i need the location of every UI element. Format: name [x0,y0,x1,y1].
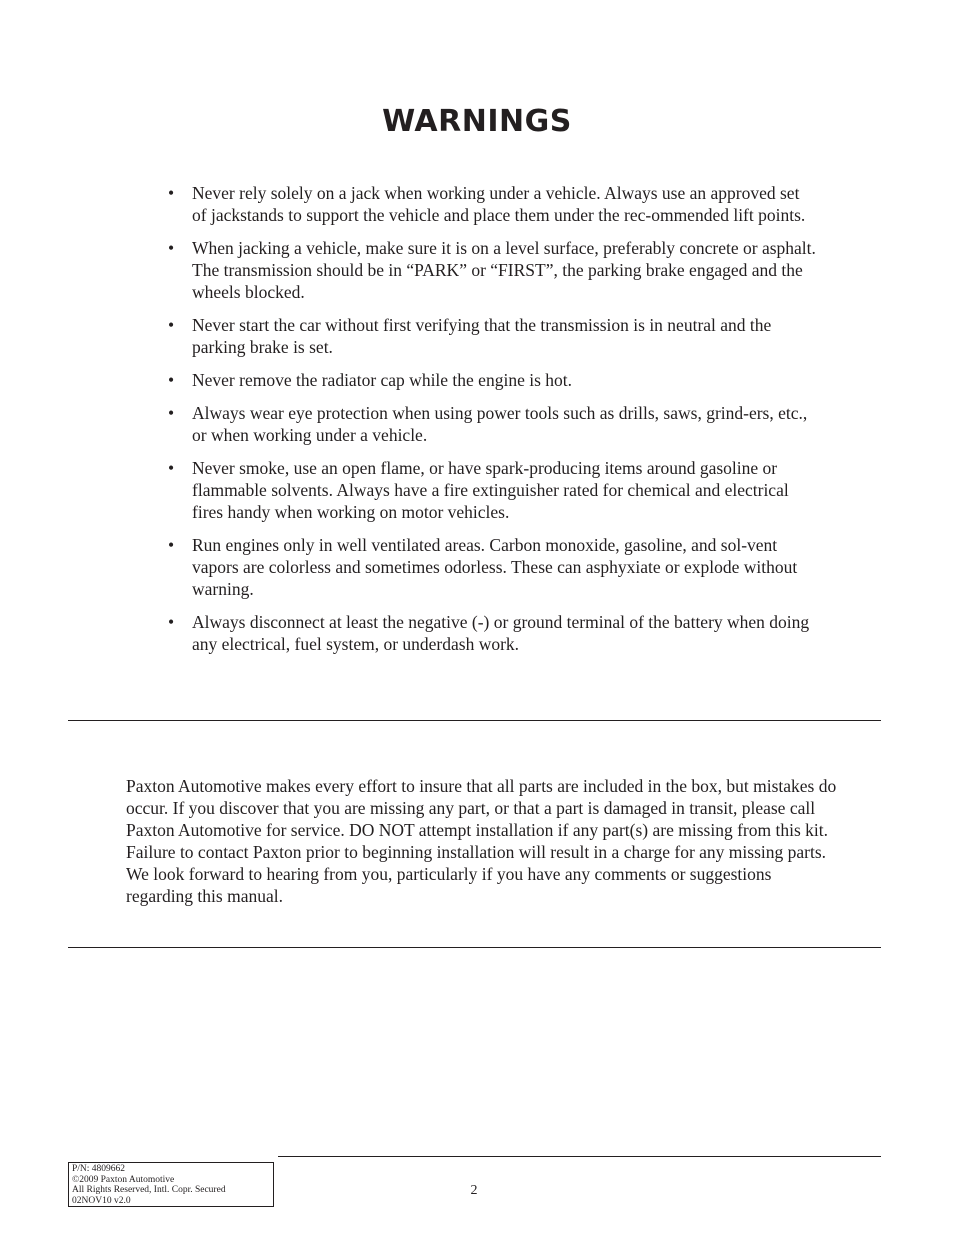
bullet-icon: • [168,370,175,390]
warning-item [168,534,818,600]
divider-bottom [68,947,881,948]
warning-text: Always wear eye protection when using power tools such as drills, saws, grind-ers, etc., or when working under a vehicle. [192,403,808,445]
warning-item [168,314,818,358]
warning-item [168,611,818,655]
page-number: 2 [470,1183,478,1198]
bullet-icon: • [168,612,175,632]
divider-top [68,720,881,721]
warning-text: Never start the car without first verifying that the transmission is in neutral and the parking brake is set. [192,315,772,357]
warning-text: Never remove the radiator cap while the engine is hot. [192,370,572,390]
bullet-icon: • [168,458,175,478]
warning-item [168,402,818,446]
bullet-icon: • [168,183,175,203]
warning-text: Always disconnect at least the negative (-) or ground terminal of the battery when doing any electrical, fuel system, or underdash work. [192,612,810,654]
warning-item [168,182,818,226]
page-title: WARNINGS [382,104,572,139]
warning-item [168,369,818,391]
warning-text: Never smoke, use an open flame, or have spark-producing items around gasoline or flammable solvents. Always have a fire extinguisher rated for chemical and electrical fires handy when working on motor vehicles. [192,458,789,522]
warning-item [168,237,818,303]
version-label: 02NOV10 v2.0 [72,1195,131,1206]
warning-item [168,457,818,523]
warning-text: When jacking a vehicle, make sure it is on a level surface, preferably concrete or asphalt. The transmission should be in “PARK” or “FIRST”, the parking brake engaged and the wheels blocked. [192,238,816,302]
warning-text: Never rely solely on a jack when working under a vehicle. Always use an approved set of jackstands to support the vehicle and place them under the rec-ommended lift points. [192,183,806,225]
copyright: ©2009 Paxton Automotive [72,1174,175,1185]
part-number: P/N: 4809662 [72,1164,126,1174]
bullet-icon: • [168,535,175,555]
bullet-icon: • [168,238,175,258]
bullet-icon: • [168,315,175,335]
missing-parts-notice: Paxton Automotive makes every effort to insure that all parts are included in the box, but mistakes do occur. If you discover that you are missing any part, or that a part is damaged in transit, please call Paxton Automotive for service. DO NOT attempt installation if any part(s) are missing from this kit. Failure to contact Paxton prior to beginning installation will result in a charge for any missing parts. We look forward to hearing from you, particularly if you have any comments or suggestions regarding this manual. [126,776,837,906]
warning-text: Run engines only in well ventilated areas. Carbon monoxide, gasoline, and sol-vent vapors are colorless and sometimes odorless. These can asphyxiate or explode without warning. [192,535,798,599]
footer-info-box [68,1162,274,1207]
rights-statement: All Rights Reserved, Intl. Copr. Secured [72,1185,226,1195]
footer-divider [278,1156,881,1157]
bullet-icon: • [168,403,175,423]
warnings-list [168,182,818,666]
